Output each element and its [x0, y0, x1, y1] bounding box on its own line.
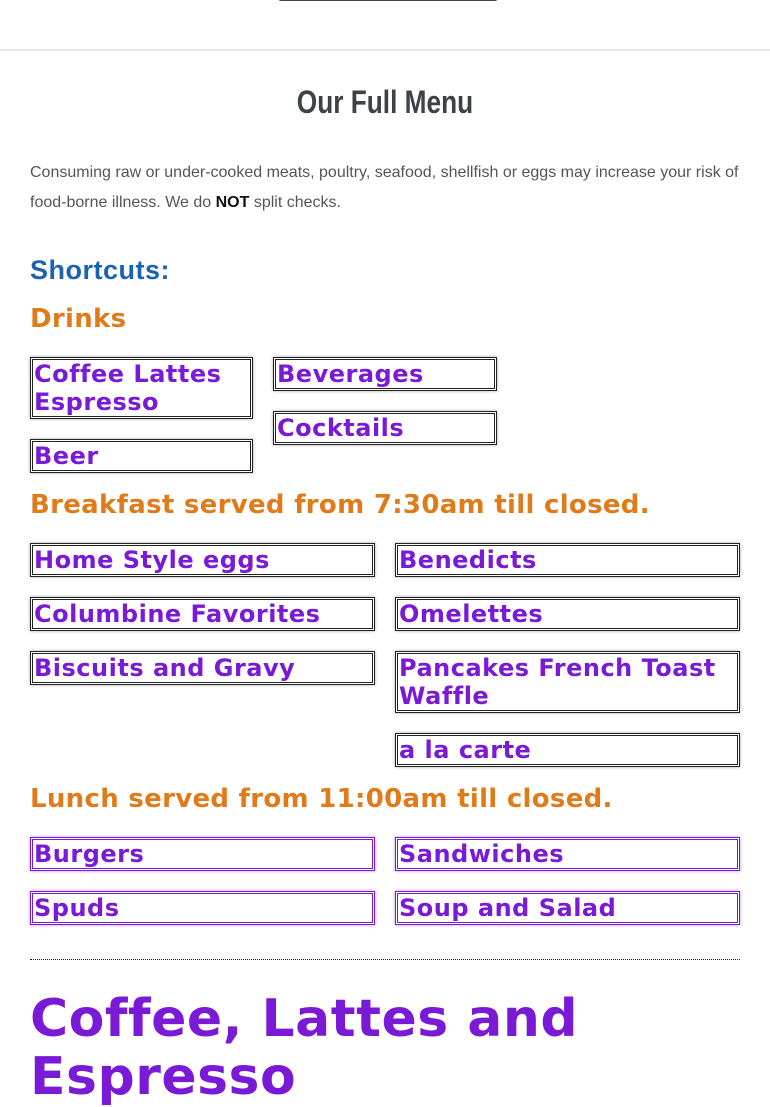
logo[interactable] — [278, 0, 498, 1]
breakfast-heading: Breakfast served from 7:30am till closed. — [30, 490, 650, 520]
shortcut-a-la-carte[interactable]: a la carte — [395, 733, 740, 767]
shortcut-burgers[interactable]: Burgers — [30, 837, 375, 871]
food-safety-notice — [30, 158, 745, 218]
coffee-section-title: Coffee, Lattes and Espresso — [30, 989, 579, 1107]
shortcut-soup-and-salad[interactable]: Soup and Salad — [395, 891, 740, 925]
notice-text: Consuming raw or under-cooked meats, poultry, seafood, shellfish or eggs may increase your risk of food-borne illness. We do — [30, 164, 739, 211]
section-divider — [30, 959, 740, 960]
shortcut-pancakes-french-toast-waffle[interactable]: Pancakes French Toast Waffle — [395, 651, 740, 713]
notice-emphasis: NOT — [215, 194, 250, 211]
shortcut-cocktails[interactable]: Cocktails — [273, 411, 497, 445]
drinks-heading: Drinks — [30, 304, 127, 334]
page-title: Our Full Menu — [296, 84, 474, 120]
shortcut-beverages[interactable]: Beverages — [273, 357, 497, 391]
notice-text-end: split checks. — [249, 194, 341, 211]
shortcut-beer[interactable]: Beer — [30, 439, 253, 473]
lunch-heading: Lunch served from 11:00am till closed. — [30, 784, 613, 814]
shortcut-coffee-lattes-espresso[interactable]: Coffee Lattes Espresso — [30, 357, 253, 419]
shortcut-spuds[interactable]: Spuds — [30, 891, 375, 925]
shortcut-home-style-eggs[interactable]: Home Style eggs — [30, 543, 375, 577]
site-header — [0, 0, 770, 51]
shortcuts-heading: Shortcuts: — [30, 255, 170, 285]
shortcut-biscuits-and-gravy[interactable]: Biscuits and Gravy — [30, 651, 375, 685]
shortcut-benedicts[interactable]: Benedicts — [395, 543, 740, 577]
shortcut-columbine-favorites[interactable]: Columbine Favorites — [30, 597, 375, 631]
shortcut-sandwiches[interactable]: Sandwiches — [395, 837, 740, 871]
shortcut-omelettes[interactable]: Omelettes — [395, 597, 740, 631]
